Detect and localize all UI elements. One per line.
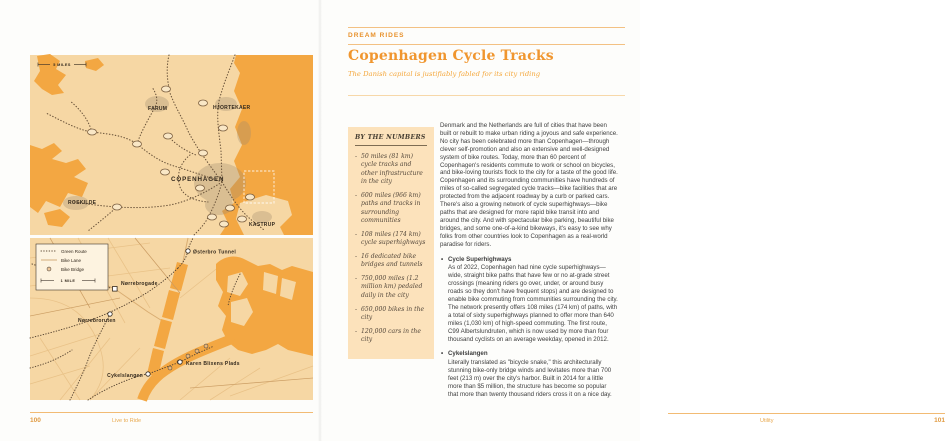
label-copenhagen: COPENHAGEN <box>171 176 225 183</box>
label-hjortekaer: HJORTEKAER <box>213 105 251 111</box>
by-the-numbers-box <box>348 127 434 359</box>
label-cykelslangen: Cykelslangen <box>107 373 143 379</box>
region-map-svg <box>30 55 313 235</box>
left-page-number: 100 <box>30 417 41 424</box>
intro-paragraph: Denmark and the Netherlands are full of cities that have been built or rebuilt to make urban riding a joyous and safe experience. No city has been celebrated more than Copenhagen—through clever self-promotion and also an extensive and well-designed system of bike routes. Today, more than 60 percent of Copenhagen's residents commute to work or school on bicycles, and bike-loving tourists flock to the city for a taste of the good life. Copenhagen and its surrounding communities have hundreds of miles of so-called segregated cycle tracks—bike facilities that are protected from the adjacent roadway by a curb or parked cars. There's also a growing network of cycle superhighways—bike paths that are designed for more rapid bike transit into and around the city. And with spectacular bike parking, beautiful bike bridges, and some one-of-a-kind bikeways, it's easy to see why folks from other countries look to Copenhagen as a real-world paradise for riders. <box>440 122 618 248</box>
stat-item: - 600 miles (966 km) paths and tracks in surrounding communities <box>355 192 427 225</box>
section-cykelslangen <box>440 350 618 398</box>
city-map-svg <box>30 238 313 400</box>
stat-item: - 108 miles (174 km) cycle superhighways <box>355 231 427 248</box>
legend-bike-lane: Bike Lane <box>61 257 82 263</box>
section-heading: • Cycle Superhighways <box>440 256 618 264</box>
right-footer-rule <box>668 413 945 414</box>
label-roskilde: ROSKILDE <box>68 200 97 206</box>
label-osterbro-tunnel: Østerbro Tunnel <box>193 249 237 256</box>
bike-bridge-icon <box>47 267 51 271</box>
section-heading: • Cykelslangen <box>440 350 618 358</box>
by-the-numbers-rule <box>355 145 427 146</box>
by-the-numbers-title: BY THE NUMBERS <box>355 134 426 141</box>
book-spine <box>318 0 322 441</box>
label-norrebrogade: Nørrebrogade <box>121 281 158 287</box>
section-cycle-superhighways <box>440 256 618 344</box>
region-map <box>30 55 313 240</box>
label-norrebroruten: Nørrebroruten <box>78 318 116 324</box>
header-rule-mid <box>348 44 625 45</box>
stat-item: - 120,000 cars in the city <box>355 328 427 345</box>
section-text: As of 2022, Copenhagen had nine cycle superhighways—wide, straight bike paths that have few or no at-grade street crossings (meaning riders go over, under, or around busy roads so they don't have frequent stops) and are designed to enable bike commuting from communities surrounding the city. The network presently offers 108 miles (174 km) of paths, with a total of sixty superhighways planned to offer more than 640 miles (1,030 km) of high-speed commuting. The first route, C99 Albertslundruten, which is now used by more than four thousand cyclists on an average weekday, opened in 2012. <box>448 264 618 343</box>
legend-bike-bridge: Bike Bridge <box>61 266 85 272</box>
stat-item: - 50 miles (81 km) cycle tracks and other infrastructure in the city <box>355 153 427 186</box>
label-karen-blixens-plads: Karen Blixens Plads <box>186 361 240 367</box>
city-map <box>30 238 313 405</box>
scale-label: 1 MILE <box>60 279 76 283</box>
scale-label: 5 MILES <box>53 63 71 67</box>
section-eyebrow: DREAM RIDES <box>348 31 405 39</box>
header-rule-bottom <box>348 95 625 96</box>
right-running-title: Utility <box>760 417 774 424</box>
stat-item: - 750,000 miles (1.2 million km) pedaled daily in the city <box>355 275 427 300</box>
article-body <box>440 122 618 399</box>
right-page-number: 101 <box>934 417 945 424</box>
legend-green-route: Green Route <box>61 248 87 254</box>
map-legend <box>36 244 108 290</box>
left-running-title: Live to Ride <box>112 417 142 424</box>
label-farum: FARUM <box>148 106 168 112</box>
page-title: Copenhagen Cycle Tracks <box>348 48 554 64</box>
header-rule-top <box>348 27 625 28</box>
stat-item: - 16 dedicated bike bridges and tunnels <box>355 253 427 270</box>
section-text: Literally translated as "bicycle snake," this architecturally stunning bike-only bridge winds and levitates more than 700 feet (213 m) over the city's harbor. Built in 2014 for a little more than $5 million, the structure has become so popular that more than twenty thousand riders cross it on a nice day. <box>448 359 612 398</box>
label-kastrup: KASTRUP <box>249 222 276 228</box>
left-page <box>0 0 320 441</box>
right-page <box>320 0 945 441</box>
stat-item: - 650,000 bikes in the city <box>355 306 427 323</box>
page-subtitle: The Danish capital is justifiably fabled for its city riding <box>348 70 541 78</box>
left-footer-rule <box>30 412 313 413</box>
